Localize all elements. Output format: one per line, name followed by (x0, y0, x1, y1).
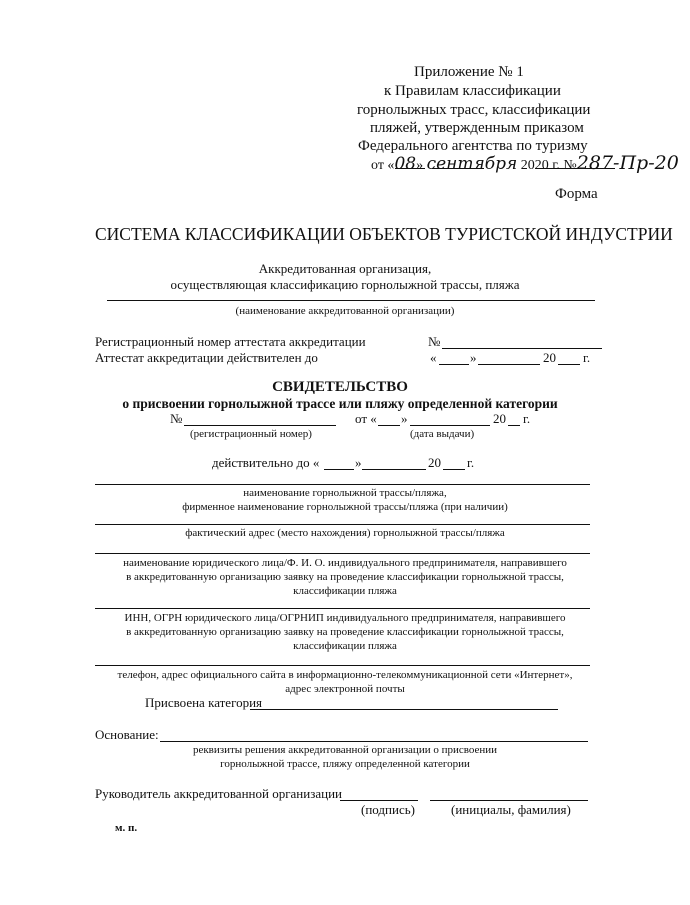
handwritten-month: сентября (426, 154, 518, 174)
accredited-caption: (наименование аккредитованной организации) (235, 305, 455, 317)
validity-year-suffix: г. (583, 350, 591, 365)
appendix-line-1: Приложение № 1 (414, 64, 524, 80)
cert-q-close: » (401, 411, 408, 426)
address-caption: фактический адрес (место нахождения) горнолыжной трассы/пляжа (185, 527, 505, 539)
name-caption-1: наименование горнолыжной трассы/пляжа, (243, 487, 447, 499)
inn-caption-1: ИНН, ОГРН юридического лица/ОГРНИП индивидуального предпринимателя, направившего (124, 612, 566, 624)
category-label: Присвоена категория (145, 695, 263, 710)
cert-from: от « (355, 411, 377, 426)
legal-caption-2: в аккредитованную организацию заявку на проведение классификации горнолыжной трассы, (126, 571, 564, 583)
seal-place: м. п. (115, 822, 138, 834)
validity-year-prefix: 20 (543, 350, 556, 365)
certificate-subtitle: о присвоении горнолыжной трассе или пляжу определенной категории (122, 396, 558, 411)
valid-until-suffix: г. (467, 455, 475, 470)
cert-year-suffix: г. (523, 411, 531, 426)
signature-caption: (подпись) (361, 802, 415, 817)
valid-until-year: 20 (428, 455, 441, 470)
handwritten-day: 08 (394, 154, 417, 174)
accredited-line-2: осуществляющая классификацию горнолыжной трассы, пляжа (170, 277, 520, 292)
phone-caption-2: адрес электронной почты (285, 683, 405, 695)
basis-caption-2: горнолыжной трассе, пляжу определенной категории (220, 758, 470, 770)
legal-caption-1: наименование юридического лица/Ф. И. О. индивидуального предпринимателя, направившего (123, 557, 567, 569)
system-title: СИСТЕМА КЛАССИФИКАЦИИ ОБЪЕКТОВ ТУРИСТСКОЙ ИНДУСТРИИ (95, 224, 673, 244)
validity-q-close: » (470, 350, 477, 365)
handwritten-order-number: 287-Пр-20 (576, 152, 679, 174)
appendix-line-2: к Правилам классификации (384, 83, 561, 99)
appendix-line-4: пляжей, утвержденным приказом (370, 120, 584, 136)
cert-no-sign: № (170, 411, 183, 426)
cert-date-caption: (дата выдачи) (410, 428, 475, 440)
head-label: Руководитель аккредитованной организации (95, 786, 342, 801)
inn-caption-3: классификации пляжа (293, 640, 397, 652)
cert-year-prefix: 20 (493, 411, 506, 426)
name-caption: (инициалы, фамилия) (451, 802, 571, 817)
appendix-line-3: горнолыжных трасс, классификации (357, 102, 591, 118)
appendix-date-line: от «08» сентября 2020 г. №287-Пр-20 (371, 152, 679, 174)
validity-label: Аттестат аккредитации действителен до (95, 350, 318, 365)
inn-caption-2: в аккредитованную организацию заявку на проведение классификации горнолыжной трассы, (126, 626, 564, 638)
accredited-line-1: Аккредитованная организация, (258, 261, 432, 276)
certificate-title: СВИДЕТЕЛЬСТВО (272, 379, 408, 395)
reg-no-sign: № (428, 334, 441, 349)
appendix-line-5: Федерального агентства по туризму (358, 138, 588, 154)
basis-label: Основание: (95, 727, 159, 742)
phone-caption-1: телефон, адрес официального сайта в информационно-телекоммуникационной сети «Интернет», (117, 669, 573, 681)
form-label: Форма (555, 186, 598, 202)
valid-until-q-close: » (355, 455, 362, 470)
basis-caption-1: реквизиты решения аккредитованной организации о присвоении (192, 744, 498, 756)
valid-until-label: действительно до « (212, 455, 320, 470)
legal-caption-3: классификации пляжа (293, 585, 397, 597)
reg-number-label: Регистрационный номер аттестата аккредитации (95, 334, 366, 349)
name-caption-2: фирменное наименование горнолыжной трассы/пляжа (при наличии) (182, 501, 508, 513)
cert-reg-caption: (регистрационный номер) (190, 428, 312, 440)
validity-q-open: « (430, 350, 437, 365)
